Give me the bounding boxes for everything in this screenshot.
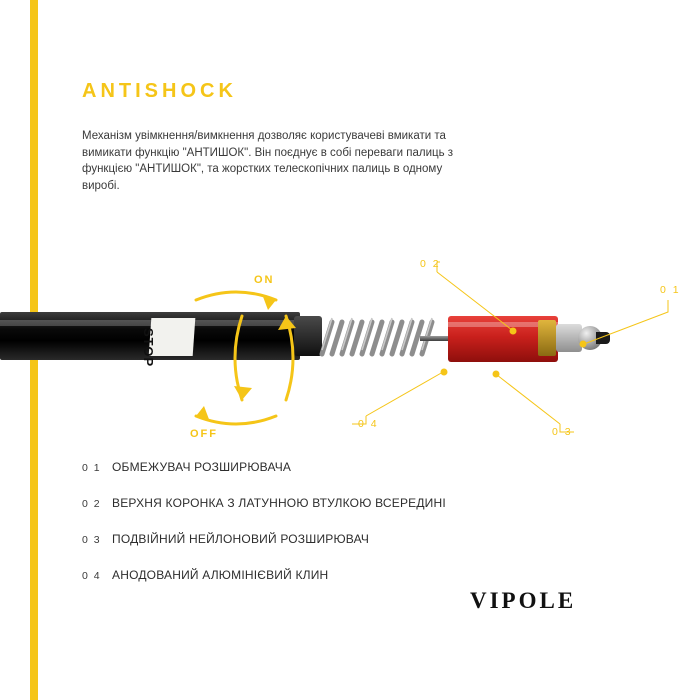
legend-label: ПОДВІЙНИЙ НЕЙЛОНОВИЙ РОЗШИРЮВАЧ	[112, 532, 370, 546]
brand-logo: VIPOLE	[470, 588, 577, 613]
legend-label: ВЕРХНЯ КОРОНКА З ЛАТУННОЮ ВТУЛКОЮ ВСЕРЕДИНІ	[112, 496, 446, 510]
page-title: ANTISHOCK	[82, 80, 237, 102]
switch-on-label: ON	[254, 274, 275, 286]
legend-number: 0 1	[82, 462, 102, 474]
switch-off-label: OFF	[190, 428, 218, 440]
legend-item-04	[82, 568, 642, 582]
brass-bushing	[538, 320, 556, 356]
legend-item-02	[82, 496, 642, 510]
legend-label: ОБМЕЖУВАЧ РОЗШИРЮВАЧА	[112, 460, 292, 474]
callout-number-02: 0 2	[420, 258, 441, 270]
callout-number-04: 0 4	[358, 418, 379, 430]
callout-number-01: 0 1	[660, 284, 681, 296]
legend-number: 0 2	[82, 498, 102, 510]
legend-label: АНОДОВАНИЙ АЛЮМІНІЄВИЙ КЛИН	[112, 568, 329, 582]
legend-number: 0 4	[82, 570, 102, 582]
callout-number-03: 0 3	[552, 426, 573, 438]
stop-sticker-text: STOP	[141, 328, 156, 368]
legend-item-03	[82, 532, 642, 546]
end-tip	[596, 332, 610, 344]
description-text: Механізм увімкнення/вимкнення дозволяє користувачеві вмикати та вимикати функцію "АНТИШОК". Він поєднує в собі переваги палиць з функцією "АНТИШОК", та жорстких телескопічних палиць в одному виробі.	[82, 130, 454, 192]
product-illustration	[0, 240, 700, 450]
legend-item-01	[82, 460, 642, 474]
legend-list	[82, 460, 642, 604]
legend-number: 0 3	[82, 534, 102, 546]
